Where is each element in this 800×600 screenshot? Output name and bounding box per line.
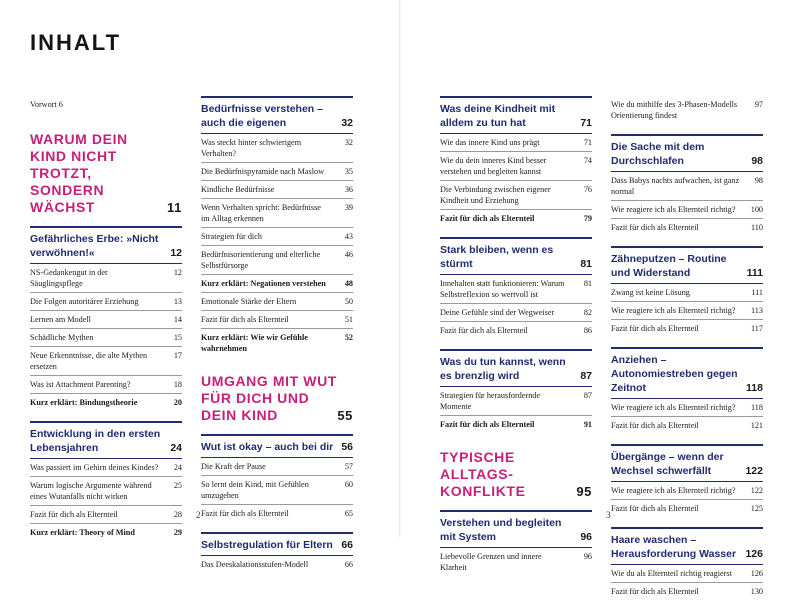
page-number-left: 2 [196, 510, 201, 520]
toc-entry: Was steckt hinter schwierigem Verhalten? 32 [201, 134, 353, 163]
section-heading: Stark bleiben, wenn es stürmt 81 [440, 237, 592, 275]
section-heading: Gefährliches Erbe: »Nicht verwöhnen!« 12 [30, 226, 182, 264]
section-heading: Zähneputzen – Routine und Widerstand 111 [611, 246, 763, 284]
toc-entry: Fazit für dich als Elternteil 130 [611, 587, 763, 596]
toc-list [30, 264, 182, 411]
toc-list [201, 134, 353, 357]
toc-entry: Strategien für dich 43 [201, 228, 353, 246]
toc-entry: Wie das innere Kind uns prägt 71 [440, 134, 592, 152]
toc-entry: Innehalten statt funktionieren: Warum Selbstreflexion so wertvoll ist 81 [440, 275, 592, 304]
toc-entry: Liebevolle Grenzen und innere Klarheit 96 [440, 552, 592, 572]
toc-entry: So lernt dein Kind, mit Gefühlen umzugehen 60 [201, 476, 353, 505]
toc-entry: Warum logische Argumente während eines Wutanfalls nicht wirken 25 [30, 477, 182, 506]
toc-entry: Neue Erkenntnisse, die alte Mythen ersetzen 17 [30, 347, 182, 376]
toc-entry: Wie du als Elternteil richtig reagierst 126 [611, 565, 763, 583]
toc-entry: Wie reagiere ich als Elternteil richtig? 100 [611, 201, 763, 219]
toc-column-4 [611, 96, 763, 600]
toc-entry: Wie reagiere ich als Elternteil richtig? 118 [611, 399, 763, 417]
section-heading: Haare waschen – Herausforderung Wasser 126 [611, 527, 763, 565]
toc-list [30, 459, 182, 541]
toc-list [440, 548, 592, 576]
section-heading: Wut ist okay – auch bei dir 56 [201, 434, 353, 458]
chapter-heading: UMGANG MIT WUT FÜR DICH UND DEIN KIND 55 [201, 373, 353, 423]
toc-entry: Emotionale Stärke der Eltern 50 [201, 293, 353, 311]
toc-entry: Die Folgen autoritärer Erziehung 13 [30, 293, 182, 311]
toc-entry: Fazit für dich als Elternteil 28 [30, 506, 182, 524]
toc-entry: Lernen am Modell 14 [30, 311, 182, 329]
chapter-heading: WARUM DEIN KIND NICHT TROTZT, SONDERN WÄCHST 11 [30, 131, 182, 215]
toc-list [201, 556, 353, 573]
toc-list [201, 458, 353, 522]
toc-entry: Fazit für dich als Elternteil 86 [440, 326, 592, 335]
toc-column-1 [30, 96, 182, 541]
toc-entry: NS-Gedankengut in der Säuglingspflege 12 [30, 264, 182, 293]
toc-entry: Dass Babys nachts aufwachen, ist ganz normal 98 [611, 172, 763, 201]
toc-entry: Kurz erklärt: Wie wir Gefühle wahrnehmen 52 [201, 333, 353, 353]
toc-entry: Wie reagiere ich als Elternteil richtig? 122 [611, 482, 763, 500]
toc-entry: Fazit für dich als Elternteil 117 [611, 324, 763, 333]
page-title: INHALT [30, 30, 122, 55]
toc-entry: Strategien für herausfordernde Momente 87 [440, 387, 592, 416]
page-number-right: 3 [606, 510, 611, 520]
toc-list [611, 284, 763, 337]
section-heading: Die Sache mit dem Durchschlafen 98 [611, 134, 763, 172]
toc-entry: Die Bedürfnispyramide nach Maslow 35 [201, 163, 353, 181]
toc-entry: Fazit für dich als Elternteil 110 [611, 223, 763, 232]
toc-entry: Fazit für dich als Elternteil 125 [611, 504, 763, 513]
toc-entry: Zwang ist keine Lösung 111 [611, 284, 763, 302]
toc-entry: Das Deeskalationsstufen-Modell 66 [201, 560, 353, 569]
toc-column-2 [201, 96, 353, 573]
book-gutter [399, 0, 401, 537]
toc-entry: Deine Gefühle sind der Wegweiser 82 [440, 304, 592, 322]
toc-list [440, 275, 592, 339]
section-heading: Was du tun kannst, wenn es brenzlig wird 87 [440, 349, 592, 387]
toc-list [611, 96, 763, 124]
section-heading: Was deine Kindheit mit alldem zu tun hat 71 [440, 96, 592, 134]
toc-entry: Fazit für dich als Elternteil 65 [201, 509, 353, 518]
toc-entry: Kindliche Bedürfnisse 36 [201, 181, 353, 199]
toc-entry: Fazit für dich als Elternteil 51 [201, 311, 353, 329]
toc-list [611, 565, 763, 600]
toc-entry: Wenn Verhalten spricht: Bedürfnisse im Alltag erkennen 39 [201, 199, 353, 228]
toc-entry: Kurz erklärt: Negationen verstehen 48 [201, 275, 353, 293]
section-heading: Verstehen und begleiten mit System 96 [440, 510, 592, 548]
toc-entry: Die Verbindung zwischen eigener Kindheit und Erziehung 76 [440, 181, 592, 210]
toc-list [611, 482, 763, 517]
toc-column-3 [440, 96, 592, 576]
toc-entry: Fazit für dich als Elternteil 79 [440, 214, 592, 223]
toc-list [440, 134, 592, 227]
section-heading: Anziehen – Autonomiestreben gegen Zeitnot 118 [611, 347, 763, 399]
toc-entry: Was passiert im Gehirn deines Kindes? 24 [30, 459, 182, 477]
section-heading: Bedürfnisse verstehen – auch die eigenen 32 [201, 96, 353, 134]
toc-entry: Kurz erklärt: Bindungstheorie 20 [30, 398, 182, 407]
toc-entry: Kurz erklärt: Theory of Mind 29 [30, 528, 182, 537]
toc-entry: Wie reagiere ich als Elternteil richtig? 113 [611, 302, 763, 320]
toc-list [611, 172, 763, 236]
toc-entry: Wie du mithilfe des 3-Phasen-Modells Orientierung findest 97 [611, 100, 763, 120]
toc-entry: Wie du dein inneres Kind besser verstehen und begleiten kannst 74 [440, 152, 592, 181]
toc-entry: Fazit für dich als Elternteil 91 [440, 420, 592, 429]
section-heading: Selbstregulation für Eltern 66 [201, 532, 353, 556]
toc-list [440, 387, 592, 433]
section-heading: Entwicklung in den ersten Lebensjahren 24 [30, 421, 182, 459]
toc-list [611, 399, 763, 434]
chapter-heading: TYPISCHE ALLTAGS-KONFLIKTE 95 [440, 449, 592, 499]
toc-entry: Die Kraft der Pause 57 [201, 458, 353, 476]
toc-entry: Was ist Attachment Parenting? 18 [30, 376, 182, 394]
toc-entry: Fazit für dich als Elternteil 121 [611, 421, 763, 430]
section-heading: Übergänge – wenn der Wechsel schwerfällt 122 [611, 444, 763, 482]
toc-entry: Bedürfnisorientierung und elterliche Selbstfürsorge 46 [201, 246, 353, 275]
toc-entry: Schädliche Mythen 15 [30, 329, 182, 347]
toc-entry-vorwort: Vorwort 6 [30, 100, 63, 109]
